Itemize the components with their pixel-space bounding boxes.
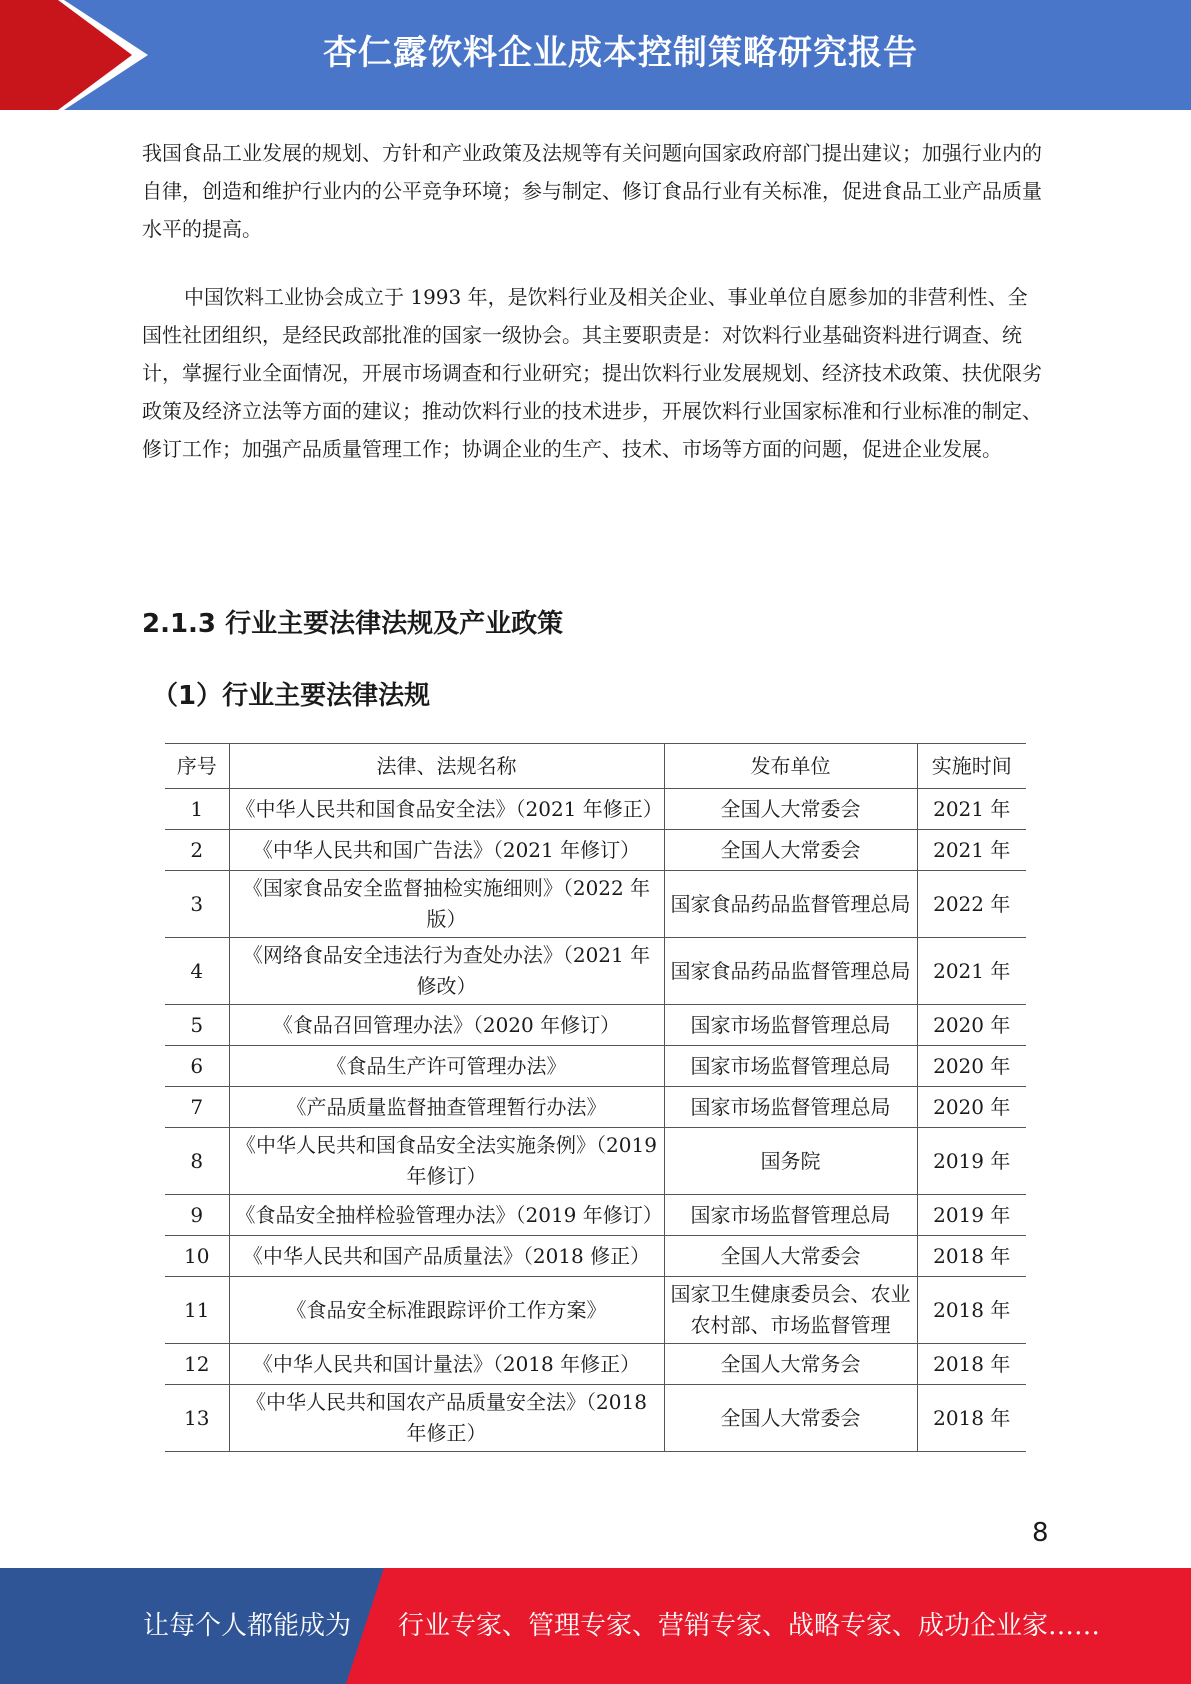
- header-index: 序号: [165, 744, 229, 789]
- cell-effective-date: 2018 年: [917, 1236, 1026, 1277]
- cell-issuer: 国家市场监督管理总局: [664, 1005, 917, 1046]
- cell-law-name: 《食品安全抽样检验管理办法》（2019 年修订）: [229, 1195, 664, 1236]
- subsection-heading: （1）行业主要法律法规: [152, 681, 431, 711]
- cell-law-name: 《食品召回管理办法》（2020 年修订）: [229, 1005, 664, 1046]
- cell-issuer: 国家食品药品监督管理总局: [664, 871, 917, 938]
- table-row: [165, 789, 1026, 830]
- cell-law-name: 《中华人民共和国计量法》（2018 年修正）: [229, 1344, 664, 1385]
- header-issuer: 发布单位: [664, 744, 917, 789]
- cell-effective-date: 2019 年: [917, 1195, 1026, 1236]
- table-row: [165, 1128, 1026, 1195]
- cell-issuer: 国家市场监督管理总局: [664, 1195, 917, 1236]
- paragraph-2: 中国饮料工业协会成立于 1993 年，是饮料行业及相关企业、事业单位自愿参加的非营利性、全国性社团组织，是经民政部批准的国家一级协会。其主要职责是：对饮料行业基础资料进行调查、统计，掌握行业全面情况，开展市场调查和行业研究；提出饮料行业发展规划、经济技术政策、扶优限劣政策及经济立法等方面的建议；推动饮料行业的技术进步，开展饮料行业国家标准和行业标准的制定、修订工作；加强产品质量管理工作；协调企业的生产、技术、市场等方面的问题，促进企业发展。: [142, 285, 1042, 461]
- cell-issuer: 国家卫生健康委员会、农业农村部、市场监督管理: [664, 1277, 917, 1344]
- cell-issuer: 国务院: [664, 1128, 917, 1195]
- cell-index: 8: [165, 1128, 229, 1195]
- page-footer: [0, 1568, 1191, 1684]
- cell-index: 11: [165, 1277, 229, 1344]
- cell-index: 4: [165, 938, 229, 1005]
- cell-issuer: 全国人大常委会: [664, 830, 917, 871]
- cell-issuer: 全国人大常委会: [664, 1236, 917, 1277]
- cell-index: 6: [165, 1046, 229, 1087]
- page-number: 8: [1032, 1518, 1049, 1548]
- table-row: [165, 1277, 1026, 1344]
- table-row: [165, 871, 1026, 938]
- cell-index: 9: [165, 1195, 229, 1236]
- cell-index: 3: [165, 871, 229, 938]
- cell-law-name: 《网络食品安全违法行为查处办法》（2021 年修改）: [229, 938, 664, 1005]
- cell-effective-date: 2018 年: [917, 1385, 1026, 1452]
- cell-issuer: 全国人大常委会: [664, 1385, 917, 1452]
- cell-index: 10: [165, 1236, 229, 1277]
- table-row: [165, 1344, 1026, 1385]
- cell-effective-date: 2019 年: [917, 1128, 1026, 1195]
- cell-law-name: 《中华人民共和国食品安全法》（2021 年修正）: [229, 789, 664, 830]
- cell-effective-date: 2021 年: [917, 789, 1026, 830]
- cell-law-name: 《中华人民共和国产品质量法》（2018 修正）: [229, 1236, 664, 1277]
- cell-effective-date: 2021 年: [917, 830, 1026, 871]
- cell-issuer: 国家市场监督管理总局: [664, 1087, 917, 1128]
- paragraph-1: 我国食品工业发展的规划、方针和产业政策及法规等有关问题向国家政府部门提出建议；加强行业内的自律，创造和维护行业内的公平竞争环境；参与制定、修订食品行业有关标准，促进食品工业产品质量水平的提高。: [142, 141, 1042, 241]
- cell-issuer: 国家市场监督管理总局: [664, 1046, 917, 1087]
- report-title: 杏仁露饮料企业成本控制策略研究报告: [323, 33, 918, 73]
- cell-index: 2: [165, 830, 229, 871]
- section-heading: 2.1.3 行业主要法律法规及产业政策: [142, 609, 564, 639]
- cell-issuer: 全国人大常务会: [664, 1344, 917, 1385]
- cell-law-name: 《中华人民共和国食品安全法实施条例》（2019 年修订）: [229, 1128, 664, 1195]
- cell-index: 12: [165, 1344, 229, 1385]
- cell-effective-date: 2021 年: [917, 938, 1026, 1005]
- cell-law-name: 《中华人民共和国广告法》（2021 年修订）: [229, 830, 664, 871]
- cell-law-name: 《产品质量监督抽查管理暂行办法》: [229, 1087, 664, 1128]
- laws-table: [165, 743, 1026, 1452]
- table-row: [165, 1195, 1026, 1236]
- cell-index: 1: [165, 789, 229, 830]
- cell-law-name: 《食品生产许可管理办法》: [229, 1046, 664, 1087]
- table-row: [165, 938, 1026, 1005]
- cell-effective-date: 2018 年: [917, 1344, 1026, 1385]
- cell-law-name: 《中华人民共和国农产品质量安全法》（2018 年修正）: [229, 1385, 664, 1452]
- laws-table-container: [165, 743, 1026, 1470]
- table-row: [165, 1005, 1026, 1046]
- cell-index: 13: [165, 1385, 229, 1452]
- cell-index: 5: [165, 1005, 229, 1046]
- cell-effective-date: 2020 年: [917, 1087, 1026, 1128]
- table-row: [165, 830, 1026, 871]
- cell-index: 7: [165, 1087, 229, 1128]
- header-effective-date: 实施时间: [917, 744, 1026, 789]
- header-law-name: 法律、法规名称: [229, 744, 664, 789]
- cell-issuer: 国家食品药品监督管理总局: [664, 938, 917, 1005]
- cell-effective-date: 2018 年: [917, 1277, 1026, 1344]
- table-row: [165, 1046, 1026, 1087]
- header-chevron-icon: [0, 0, 150, 110]
- page-header: [0, 0, 1191, 110]
- footer-slogan-left: 让每个人都能成为: [143, 1611, 352, 1641]
- table-row: [165, 1087, 1026, 1128]
- table-row: [165, 1385, 1026, 1452]
- cell-effective-date: 2022 年: [917, 871, 1026, 938]
- cell-law-name: 《食品安全标准跟踪评价工作方案》: [229, 1277, 664, 1344]
- table-header-row: [165, 744, 1026, 789]
- table-row: [165, 1236, 1026, 1277]
- cell-effective-date: 2020 年: [917, 1005, 1026, 1046]
- footer-slogan-right: 行业专家、管理专家、营销专家、战略专家、成功企业家……: [398, 1611, 1101, 1641]
- cell-law-name: 《国家食品安全监督抽检实施细则》（2022 年版）: [229, 871, 664, 938]
- cell-issuer: 全国人大常委会: [664, 789, 917, 830]
- cell-effective-date: 2020 年: [917, 1046, 1026, 1087]
